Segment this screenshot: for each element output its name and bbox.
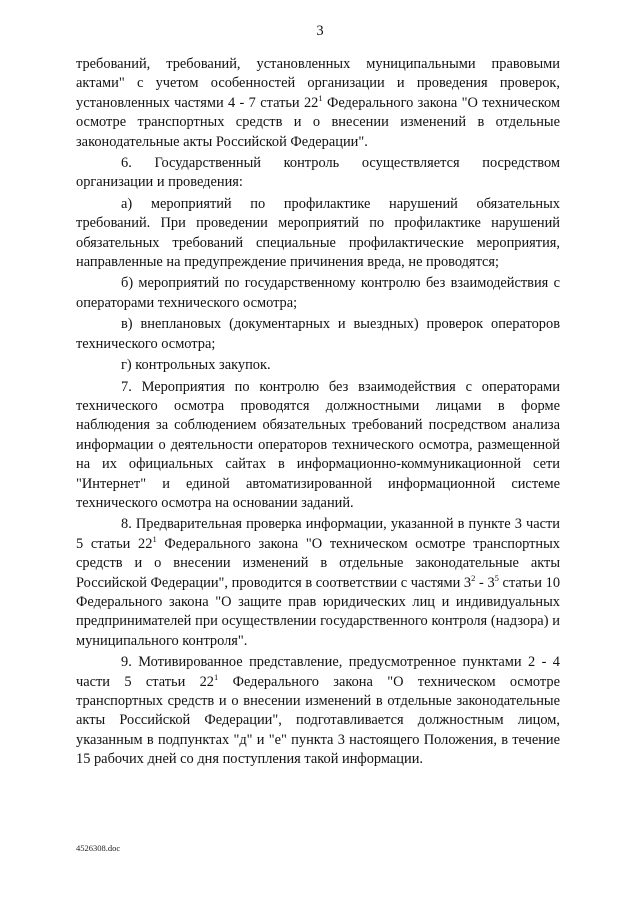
- paragraph-text: статьи 10 Федерального закона "О защите прав юридических лиц и индивидуальных предпринимателей при осуществлении государственного контроля (надзора) и муниципального контроля".: [76, 574, 561, 649]
- paragraph-text: 9. Мотивированное представление, предусмотренное пунктами 2 - 4 части 5 статьи 22: [76, 654, 560, 690]
- document-body: [76, 55, 560, 770]
- paragraph-text: Федерального закона "О техническом осмотре транспортных средств и о внесении изменений в отдельные законодательные акты Российской Федерации".: [76, 94, 560, 150]
- page-number: 3: [316, 23, 324, 39]
- paragraph-text: 8. Предварительная проверка информации, указанной в пункте 3 части 5 статьи 22: [76, 516, 560, 552]
- paragraph-item-9: [76, 653, 560, 769]
- paragraph-item-6b: б) мероприятий по государственному контролю без взаимодействия с операторами технического осмотра;: [76, 275, 560, 311]
- paragraph-text: Федерального закона "О техническом осмотре транспортных средств и о внесении изменений в отдельные законодательные акты Российской Федерации", подготавливается должностным лицом, указанным в подпунктах "д" и "е" пункта 3 настоящего Положения, в течение 15 рабочих дней со дня поступления такой информации.: [76, 673, 560, 768]
- superscript: 5: [494, 572, 499, 583]
- paragraph-item-6: 6. Государственный контроль осуществляется посредством организации и проведения:: [76, 155, 560, 191]
- superscript: 1: [318, 92, 323, 103]
- superscript: 2: [471, 572, 476, 583]
- paragraph-text: требований, требований, установленных муниципальными правовыми актами" с учетом особенностей организации и проведения проверок, установленных частями 4 - 7 статьи 22: [76, 56, 560, 111]
- paragraph-item-6v: в) внеплановых (документарных и выездных) проверок операторов технического осмотра;: [76, 316, 560, 352]
- paragraph-item-6a: а) мероприятий по профилактике нарушений обязательных требований. При проведении мероприятий по профилактике нарушений обязательных требований специальные профилактические мероприятия, направленные на предупреждение причинения вреда, не проводятся;: [76, 195, 560, 271]
- footer-filename: 4526308.doc: [76, 843, 121, 853]
- paragraph-item-6g: г) контрольных закупок.: [121, 357, 271, 374]
- paragraph-continuation: [76, 55, 560, 152]
- paragraph-item-8: [76, 515, 560, 651]
- paragraph-item-7: 7. Мероприятия по контролю без взаимодействия с операторами технического осмотра проводятся должностными лицами в форме наблюдения за соблюдением обязательных требований посредством анализа информации о деятельности операторов технического осмотра, размещенной на их официальных сайтах в информационно-коммуникационной сети "Интернет" и единой автоматизированной информационной системе технического осмотра на основании заданий.: [76, 378, 560, 511]
- paragraph-text: Федерального закона "О техническом осмотре транспортных средств и о внесении изменений в отдельные законодательные акты Российской Федерации", проводится в соответствии с частями 3: [76, 535, 560, 591]
- superscript: 1: [152, 533, 157, 544]
- superscript: 1: [214, 671, 219, 682]
- paragraph-text: - 3: [475, 574, 495, 591]
